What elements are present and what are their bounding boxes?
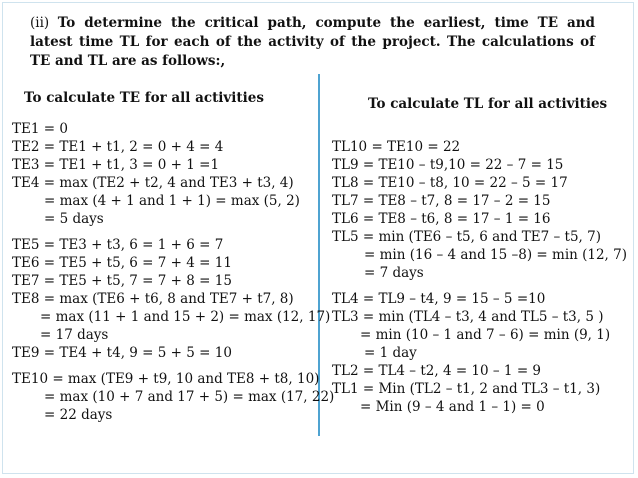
tl-line: TL6 = TE8 – t6, 8 = 17 – 1 = 16 [332,211,551,227]
tl-line: = min (10 – 1 and 7 – 6) = min (9, 1) [360,327,611,343]
te-line: = max (11 + 1 and 15 + 2) = max (12, 17) [40,309,331,325]
te-line: = max (4 + 1 and 1 + 1) = max (5, 2) [44,193,300,209]
te-line: TE4 = max (TE2 + t2, 4 and TE3 + t3, 4) [12,175,294,191]
te-line: TE7 = TE5 + t5, 7 = 7 + 8 = 15 [12,273,232,289]
tl-line: = Min (9 – 4 and 1 – 1) = 0 [360,399,545,415]
te-line: = 5 days [44,211,104,227]
te-line: TE8 = max (TE6 + t6, 8 and TE7 + t7, 8) [12,291,294,307]
tl-line: TL9 = TE10 – t9,10 = 22 – 7 = 15 [332,157,564,173]
tl-calculations [332,138,627,416]
intro-paragraph [30,14,595,71]
tl-line: TL2 = TL4 – t2, 4 = 10 – 1 = 9 [332,363,542,379]
te-line: TE10 = max (TE9 + t9, 10 and TE8 + t8, 10) [12,371,320,387]
te-line: TE9 = TE4 + t4, 9 = 5 + 5 = 10 [12,345,232,361]
tl-line: = 7 days [364,265,424,281]
te-line: TE2 = TE1 + t1, 2 = 0 + 4 = 4 [12,139,224,155]
tl-line: TL3 = min (TL4 – t3, 4 and TL5 – t3, 5 ) [332,309,604,325]
te-heading: To calculate TE for all activities [24,90,264,106]
tl-line: TL5 = min (TE6 – t5, 6 and TE7 – t5, 7) [332,229,601,245]
tl-heading: To calculate TL for all activities [368,96,608,112]
te-line: = 17 days [40,327,109,343]
te-line: = 22 days [44,407,113,423]
intro-text: To determine the critical path, compute the earliest, time TE and latest time TL for each of the activity of the project. The calculations of TE and TL are as follows:, [30,15,595,69]
tl-line: = min (16 – 4 and 15 –8) = min (12, 7) [364,247,627,263]
te-line: = max (10 + 7 and 17 + 5) = max (17, 22) [44,389,335,405]
tl-line: TL8 = TE10 – t8, 10 = 22 – 5 = 17 [332,175,568,191]
te-calculations [12,120,334,424]
tl-line: = 1 day [364,345,417,361]
tl-line: TL4 = TL9 – t4, 9 = 15 – 5 =10 [332,291,546,307]
te-line: TE5 = TE3 + t3, 6 = 1 + 6 = 7 [12,237,224,253]
te-line: TE1 = 0 [12,121,68,137]
intro-prefix: (ii) [30,15,58,31]
te-line: TE3 = TE1 + t1, 3 = 0 + 1 =1 [12,157,220,173]
tl-line: TL1 = Min (TL2 – t1, 2 and TL3 – t1, 3) [332,381,601,397]
te-line: TE6 = TE5 + t5, 6 = 7 + 4 = 11 [12,255,232,271]
tl-line: TL10 = TE10 = 22 [332,139,461,155]
tl-line: TL7 = TE8 – t7, 8 = 17 – 2 = 15 [332,193,551,209]
